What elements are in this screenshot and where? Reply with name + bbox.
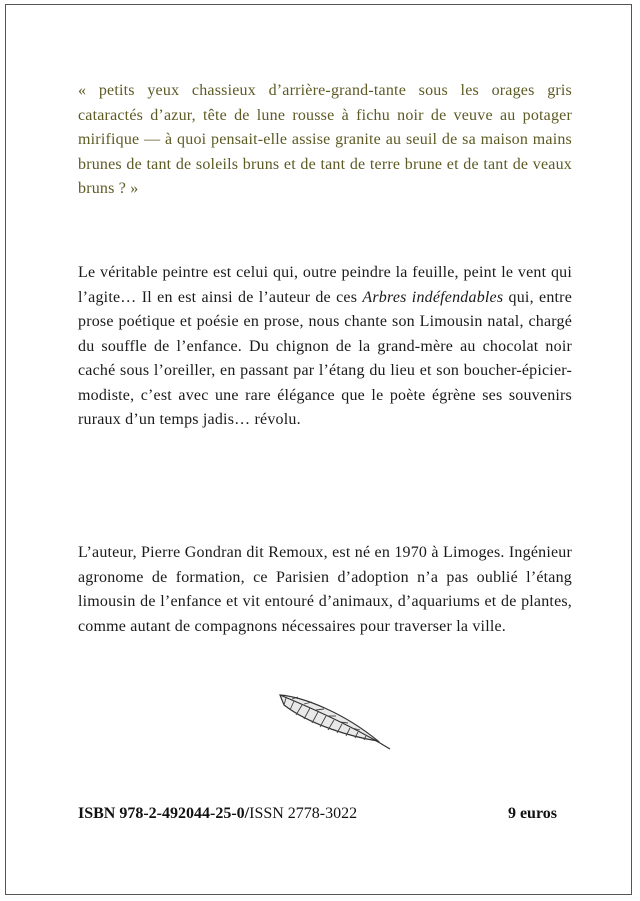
epigraph-quote xyxy=(78,79,572,202)
description-text-start: Le véritable peintre est celui qui, outre peindre la feuille, peint le vent qui l’agite… Il en est ainsi de l’auteur de ces xyxy=(78,264,572,306)
back-cover xyxy=(5,4,632,895)
description-text-end: qui, entre prose poétique et poésie en prose, nous chante son Limousin natal, chargé du souffle de l’enfance. Du chignon de la grand-mère au chocolat noir caché sous l’oreiller, en passant par l’étang du lieu et son boucher-épicier-modiste, c’est avec une rare élégance que le poète égrène ses souvenirs ruraux d’un temps jadis… révolu. xyxy=(78,288,573,428)
book-description xyxy=(78,261,572,433)
author-bio xyxy=(78,541,572,639)
feather-icon xyxy=(274,689,394,753)
epigraph-text: « petits yeux chassieux d’arrière-grand-tante sous les orages gris cataractés d’azur, tête de lune rousse à fichu noir de veuve au potager mirifique — à quoi pensait-elle assise granite au seuil de sa maison mains brunes de tant de soleils bruns et de tant de terre brune et de tant de veaux bruns ? » xyxy=(78,82,572,197)
book-title: Arbres indéfendables xyxy=(362,288,504,306)
price: 9 euros xyxy=(507,805,557,822)
author-bio-text: L’auteur, Pierre Gondran dit Remoux, est né en 1970 à Limoges. Ingénieur agronome de formation, ce Parisien d’adoption n’a pas oublié l’étang limousin de l’enfance et vit entouré d’animaux, d’aquariums et de plantes, comme autant de compagnons nécessaires pour traverser la ville. xyxy=(78,544,572,635)
isbn-number: ISBN 978-2-492044-25-0/ xyxy=(78,805,250,822)
issn-number: ISSN 2778-3022 xyxy=(249,805,358,822)
isbn-line xyxy=(78,805,357,823)
